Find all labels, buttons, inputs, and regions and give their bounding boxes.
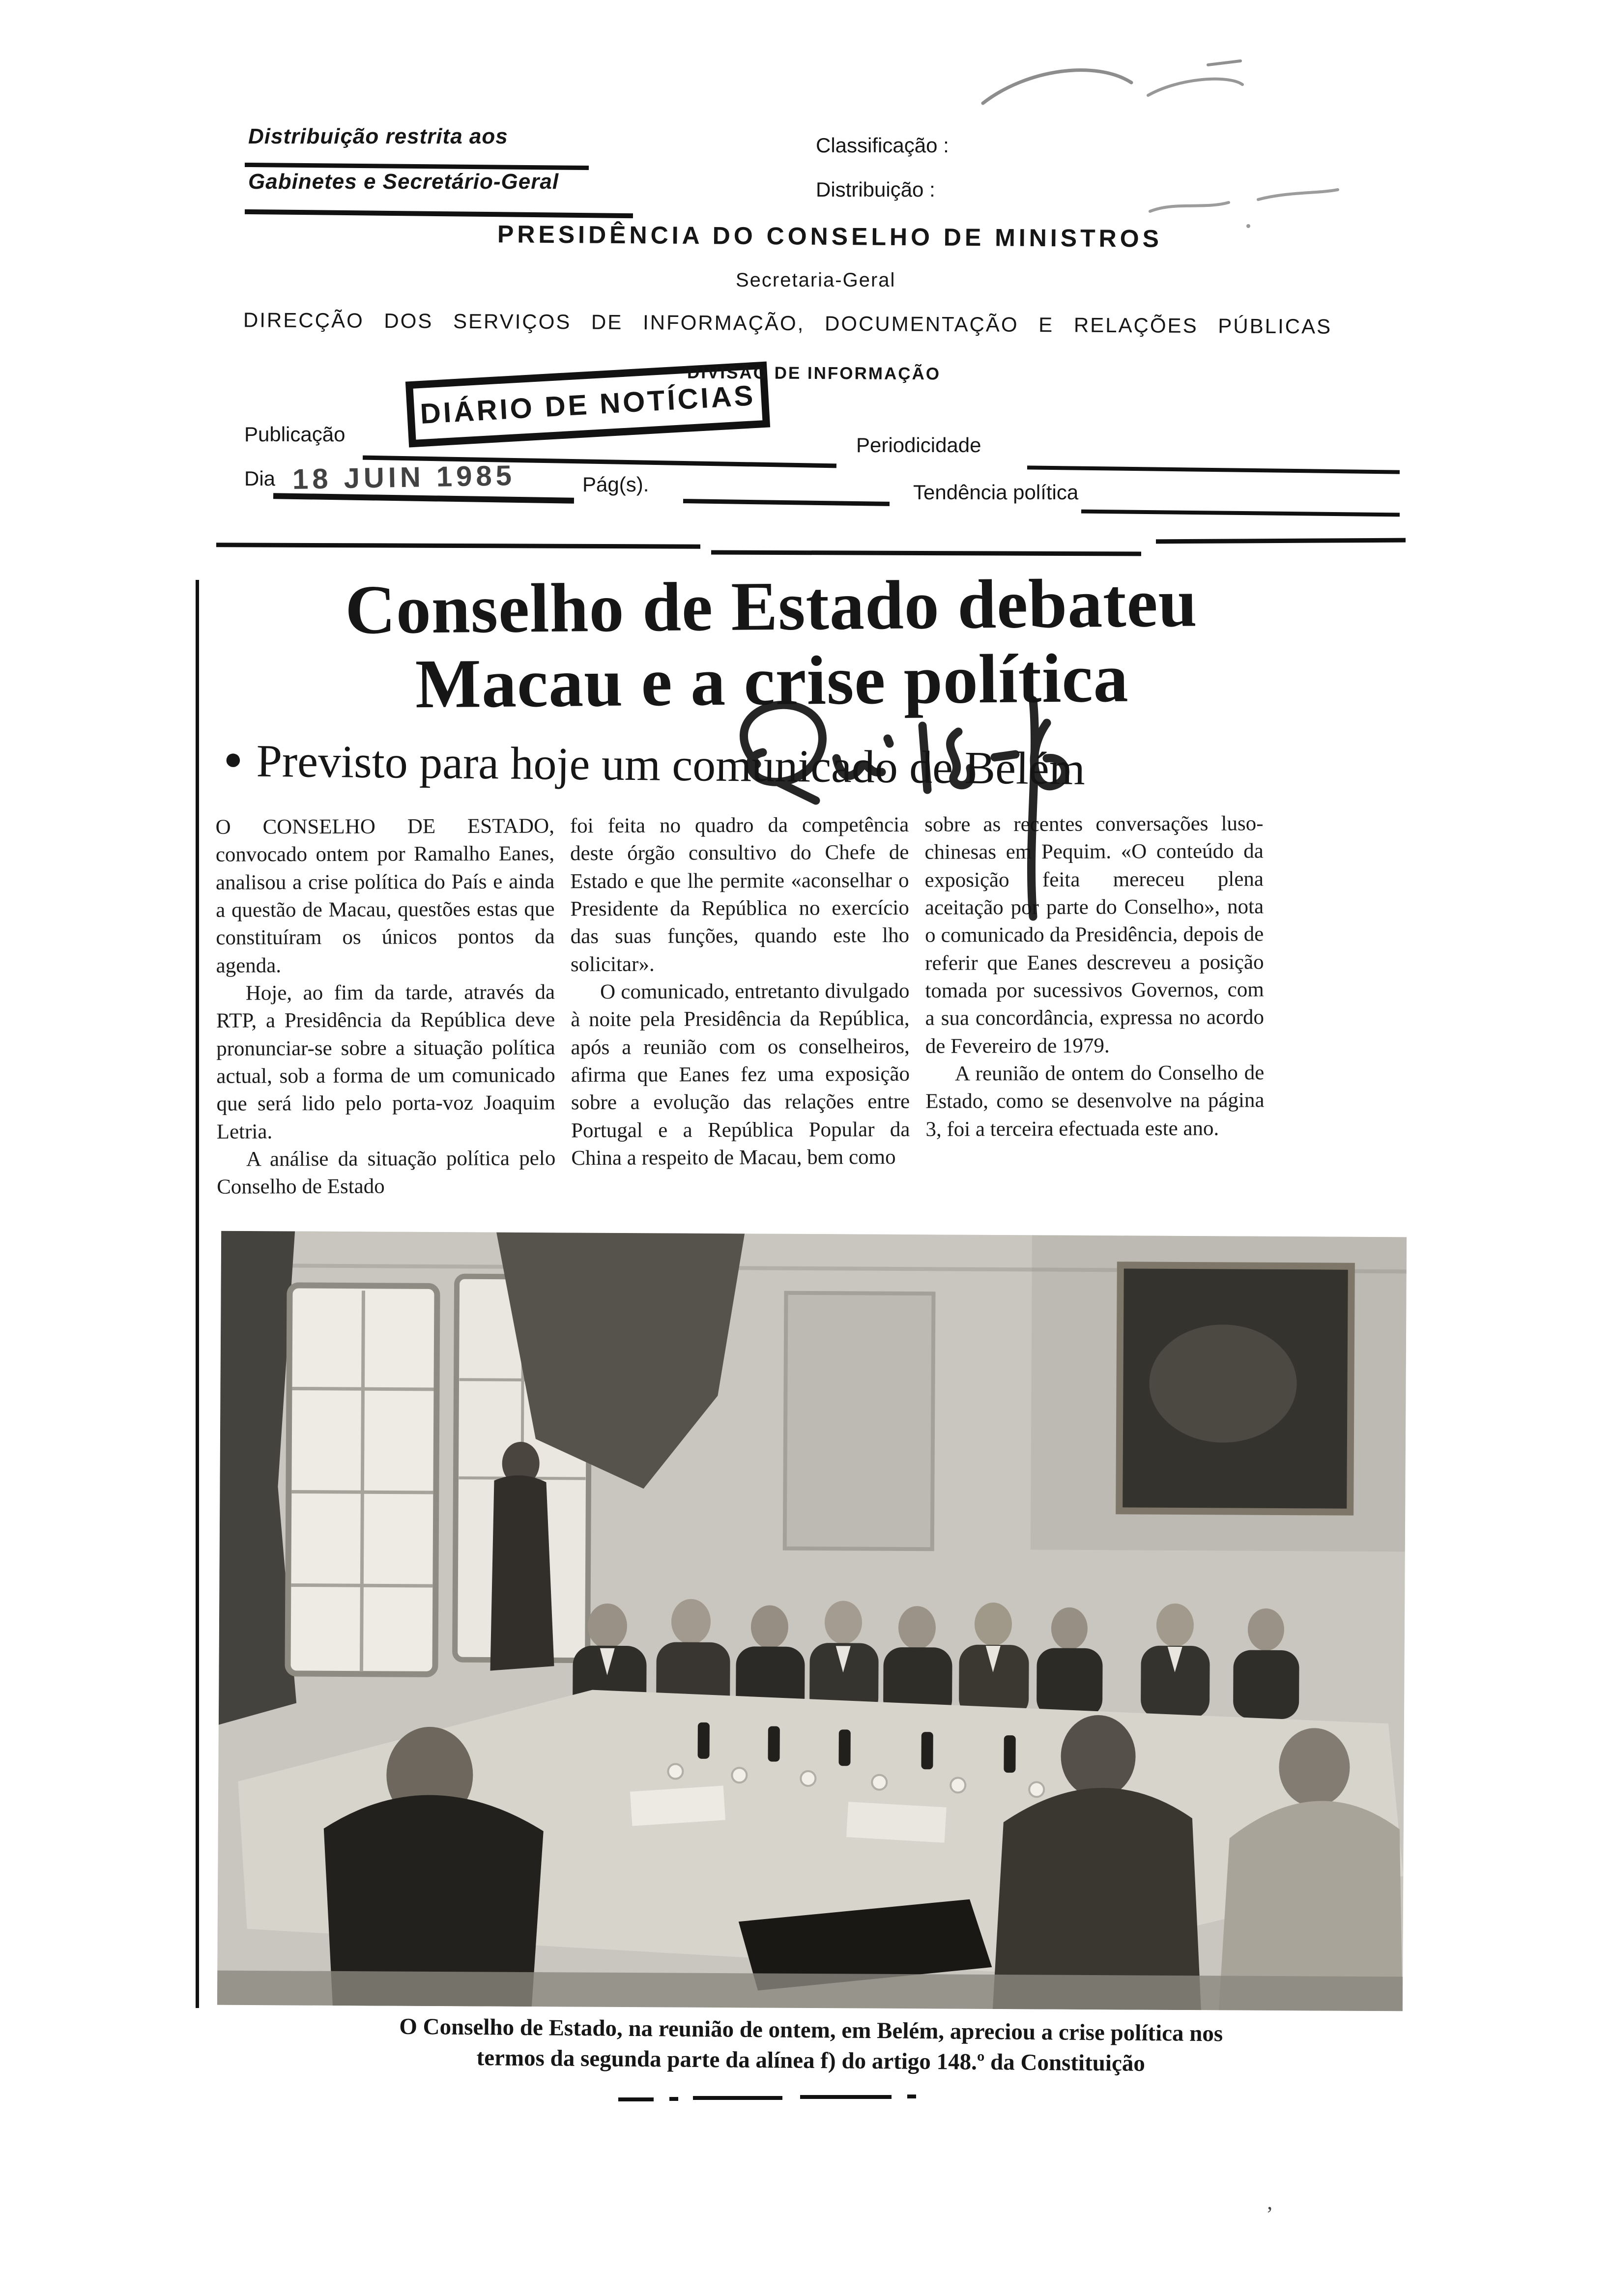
article-column-1 <box>216 812 556 1237</box>
caption-line2: termos da segunda parte da alínea f) do artigo 148.º da Constituição <box>476 2045 1146 2076</box>
paragraph: O comunicado, entretanto divulgado à noite pela Presidência da República, após a reunião com os conselheiros, afirma que Eanes fez uma exposição sobre a evolução das relações entre Portugal e a República Popular da China a respeito de Macau, bem como <box>571 979 910 1170</box>
pages-field-line <box>683 499 890 506</box>
article-top-rule-left <box>216 543 700 548</box>
paragraph: sobre as recentes conversações luso-chinesas em Pequim. «O conteúdo da exposição feita mereceu plena aceitação por parte do Conselho», nota o comunicado da Presidência, depois de referir que Eanes descreveu a posição tomada por sucessivos Governos, com a sua concordância, expressa no acordo de Fevereiro de 1979. <box>924 812 1265 1058</box>
subhead-text: Previsto para hoje um comunicado de Belém <box>256 735 1086 795</box>
faint-pen-scribble-right <box>1145 177 1342 236</box>
paragraph: A análise da situação política pelo Conselho de Estado <box>217 1147 556 1199</box>
restricted-line2-underline <box>245 209 633 218</box>
restricted-line1-underline <box>245 163 589 170</box>
tendency-label: Tendência política <box>913 481 1079 504</box>
bullet-icon: ● <box>223 741 243 776</box>
restricted-distribution-line1: Distribuição restrita aos <box>248 124 508 148</box>
article-photo <box>217 1231 1407 2011</box>
newspaper-stamp-text: DIÁRIO DE NOTÍCIAS <box>419 379 756 430</box>
org-title: PRESIDÊNCIA DO CONSELHO DE MINISTROS <box>497 220 1163 253</box>
department-line: DIRECÇÃO DOS SERVIÇOS DE INFORMAÇÃO, DOCUMENTAÇÃO E RELAÇÕES PÚBLICAS <box>243 308 1332 338</box>
classification-label: Classificação : <box>816 134 949 157</box>
headline-line1: Conselho de Estado debateu <box>345 563 1198 649</box>
paragraph: A reunião de ontem do Conselho de Estado, como se desenvolve na página 3, foi a terceira efectuada este ano. <box>925 1061 1265 1141</box>
tendency-field-line <box>1081 510 1400 517</box>
date-field-line <box>273 493 574 504</box>
date-stamp: 18 JUIN 1985 <box>292 459 516 495</box>
paragraph: O CONSELHO DE ESTADO, convocado ontem por Ramalho Eanes, analisou a crise política do País e ainda a questão de Macau, questões estas que constituíram os únicos pontos da agenda. <box>215 814 555 977</box>
periodicity-label: Periodicidade <box>856 433 981 457</box>
article-left-column-rule <box>196 580 199 2008</box>
faint-pen-scribble-top-right <box>973 54 1248 128</box>
headline-line2: Macau e a crise política <box>415 638 1129 723</box>
article-top-rule-middle <box>711 550 1141 556</box>
handwritten-annotation <box>683 681 1116 946</box>
pages-label: Pág(s). <box>582 473 649 496</box>
paragraph: Hoje, ao fim da tarde, através da RTP, a Presidência da República deve pronunciar-se sobre a situação política actual, sob a forma de um comunicado que será lido pelo porta-voz Joaquim Letria. <box>216 980 555 1144</box>
council-meeting-photo-illustration <box>217 1231 1407 2011</box>
day-label: Dia <box>244 467 276 490</box>
division-line: DIVISÃO DE INFORMAÇÃO <box>687 363 941 384</box>
article-top-rule-right <box>1156 538 1406 544</box>
paragraph: foi feita no quadro da competência deste órgão consultivo do Chefe de Estado e que lhe permite «aconselhar o Presidente da República no exercício das suas funções, quando este lho solicitar». <box>570 813 910 976</box>
periodicity-field-line <box>1027 465 1400 474</box>
ink-mark: ’ <box>1266 2202 1273 2226</box>
restricted-distribution-line2: Gabinetes e Secretário-Geral <box>248 170 559 194</box>
publication-label: Publicação <box>244 423 345 446</box>
caption-line1: O Conselho de Estado, na reunião de ontem, em Belém, apreciou a crise política nos <box>399 2013 1223 2047</box>
org-subtitle: Secretaria-Geral <box>736 269 896 291</box>
photo-caption <box>206 2009 1416 2081</box>
distribution-label: Distribuição : <box>816 178 935 201</box>
